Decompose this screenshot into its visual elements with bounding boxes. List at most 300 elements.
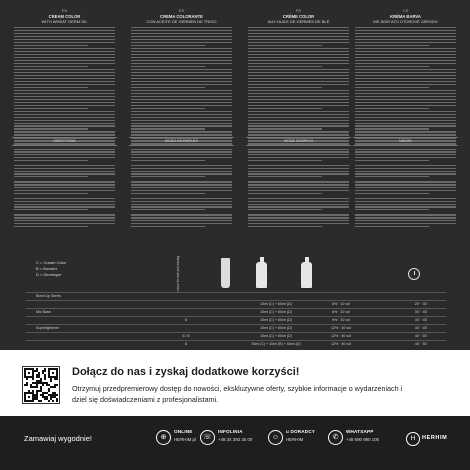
table-cell-time: 20' · 30' <box>414 302 428 306</box>
body-text-line <box>131 36 232 37</box>
body-text-line <box>14 131 115 132</box>
table-cell-dev: 12% · 40 vol <box>331 334 351 338</box>
body-text-line <box>131 134 232 135</box>
body-text-line <box>355 206 456 207</box>
body-text-line <box>355 42 456 43</box>
body-text-line <box>131 51 232 52</box>
body-text-line <box>14 66 88 67</box>
body-text-line <box>355 217 456 218</box>
body-text-line <box>131 120 232 121</box>
body-text-line <box>131 160 205 161</box>
body-text-line <box>131 33 232 34</box>
body-text-line <box>248 125 349 126</box>
column-cs <box>353 8 458 128</box>
body-text-line <box>355 48 456 49</box>
body-text-line <box>248 120 349 121</box>
body-text-line <box>131 87 205 88</box>
body-text-line <box>355 149 456 150</box>
body-text-line <box>131 72 232 73</box>
body-text-line <box>355 190 456 191</box>
body-text-line <box>248 173 349 174</box>
body-text-line <box>248 209 322 210</box>
body-text-line <box>131 226 205 227</box>
body-text-line <box>248 108 322 109</box>
body-text-line <box>355 27 456 28</box>
body-text-line <box>14 125 115 126</box>
body-text-line <box>355 171 456 172</box>
body-text-line <box>131 128 205 129</box>
body-text-line <box>355 165 456 166</box>
body-text-line <box>14 36 115 37</box>
body-text-line <box>14 168 115 169</box>
body-text-line <box>131 60 232 61</box>
body-text-line <box>14 45 88 46</box>
body-text-line <box>14 226 88 227</box>
body-paragraph <box>246 149 351 161</box>
body-text-line <box>14 154 115 155</box>
product-illustrations <box>201 254 331 290</box>
body-text-line <box>248 134 349 135</box>
body-text-line <box>131 48 232 49</box>
body-text-line <box>14 105 115 106</box>
phone-icon: ☏ <box>200 430 215 445</box>
body-text-line <box>14 149 115 150</box>
body-text-line <box>248 187 349 188</box>
body-text-line <box>355 30 456 31</box>
body-text-line <box>248 214 349 215</box>
body-text-line <box>14 108 88 109</box>
body-text-line <box>14 42 115 43</box>
body-text-line <box>131 78 232 79</box>
body-text-line <box>355 75 456 76</box>
body-text-line <box>14 193 88 194</box>
body-text-line <box>131 54 232 55</box>
body-text-line <box>248 63 349 64</box>
column-fr <box>246 8 351 128</box>
body-text-line <box>248 123 349 124</box>
body-text-line <box>248 223 349 224</box>
body-text-line <box>248 198 349 199</box>
body-text-line <box>355 154 456 155</box>
body-text-line <box>355 131 456 132</box>
body-text-line <box>248 66 322 67</box>
directions-text <box>12 147 117 237</box>
table-row <box>26 316 446 324</box>
globe-icon: ⊕ <box>156 430 171 445</box>
body-text-line <box>14 30 115 31</box>
body-text-line <box>355 223 456 224</box>
body-text-line <box>248 105 349 106</box>
body-text-line <box>14 151 115 152</box>
body-text-line <box>131 102 232 103</box>
body-text-line <box>14 75 115 76</box>
body-text-line <box>14 57 115 58</box>
body-text-line <box>14 39 115 40</box>
body-text-line <box>355 160 429 161</box>
body-text-line <box>14 33 115 34</box>
column-subtitle: WITH WHEAT GERM OIL <box>41 19 88 24</box>
body-text-line <box>14 160 88 161</box>
body-text-line <box>355 93 456 94</box>
body-text-line <box>131 168 232 169</box>
body-text-line <box>355 120 456 121</box>
body-text-line <box>14 214 115 215</box>
body-text-line <box>355 125 456 126</box>
body-text-line <box>131 42 232 43</box>
legend-item: D = Developer <box>36 272 62 277</box>
body-text-line <box>131 220 232 221</box>
body-text-line <box>14 134 115 135</box>
table-cell-mix: 10ml (C) + 60ml (D) <box>260 302 292 306</box>
clock-icon <box>408 268 420 280</box>
mixing-table <box>26 252 446 348</box>
body-text-line <box>355 187 456 188</box>
body-paragraph <box>129 181 234 193</box>
footer-label: WHATSAPP <box>346 429 374 434</box>
body-text-line <box>248 184 349 185</box>
section-header: NÁVOD <box>353 137 458 146</box>
body-text-line <box>248 45 322 46</box>
body-text-line <box>355 184 456 185</box>
body-text-line <box>131 108 205 109</box>
body-text-line <box>131 184 232 185</box>
table-row <box>26 300 446 308</box>
body-text-line <box>355 87 429 88</box>
body-text-line <box>355 214 456 215</box>
body-text-line <box>14 206 115 207</box>
body-text-line <box>14 90 115 91</box>
body-text-line <box>248 193 322 194</box>
body-text-line <box>14 72 115 73</box>
body-text-line <box>248 102 349 103</box>
table-cell-mix: 10ml (C) + 60ml (D) <box>260 310 292 314</box>
body-text-line <box>248 114 349 115</box>
body-text-line <box>248 72 349 73</box>
table-row <box>26 332 446 340</box>
body-text-line <box>131 193 205 194</box>
section-header: MODE D'EMPLOI <box>246 137 351 146</box>
body-paragraph <box>129 165 234 177</box>
body-text-line <box>248 81 349 82</box>
body-text-line <box>14 120 115 121</box>
body-paragraph <box>246 214 351 226</box>
column-title: CRÈME COLOR <box>282 14 315 19</box>
body-text-line <box>248 93 349 94</box>
body-text-line <box>14 63 115 64</box>
body-text-line <box>248 51 349 52</box>
body-text-line <box>355 96 456 97</box>
legend-item: C = Cream Color <box>36 260 67 265</box>
body-text-line <box>14 181 115 182</box>
body-text-line <box>131 214 232 215</box>
body-text-line <box>14 51 115 52</box>
body-text-line <box>131 181 232 182</box>
footer-value: HERHIM.pl <box>174 437 196 442</box>
body-text-line <box>131 151 232 152</box>
body-text-line <box>131 90 232 91</box>
body-text-line <box>355 78 456 79</box>
body-text-line <box>248 201 349 202</box>
body-text-line <box>131 84 232 85</box>
legend-item: B = Booster <box>36 266 58 271</box>
body-text-line <box>131 187 232 188</box>
body-text-line <box>131 154 232 155</box>
body-paragraph <box>12 214 117 226</box>
body-text-line <box>248 171 349 172</box>
body-text-line <box>248 131 349 132</box>
body-text-line <box>131 123 232 124</box>
footer-bar <box>0 416 470 470</box>
body-text-line <box>248 168 349 169</box>
column-lang: FR <box>295 8 302 13</box>
body-text-line <box>131 69 232 70</box>
body-text-line <box>355 57 456 58</box>
body-text-line <box>248 165 349 166</box>
body-paragraph <box>129 198 234 210</box>
footer-label: INFOLINIA <box>218 429 243 434</box>
body-text-line <box>355 81 456 82</box>
body-text-line <box>355 51 456 52</box>
table-cell-dev: 6% · 10 vol <box>332 302 350 306</box>
body-paragraph <box>246 198 351 210</box>
body-text-line <box>248 27 349 28</box>
body-text-line <box>14 190 115 191</box>
body-text-line <box>14 78 115 79</box>
body-paragraph <box>353 181 458 193</box>
table-cell-name: Superlightener <box>36 326 60 330</box>
body-text-line <box>248 190 349 191</box>
body-text-line <box>14 111 115 112</box>
table-row <box>26 324 446 332</box>
table-cell-dev: 6% · 20 vol <box>332 310 350 314</box>
body-text-line <box>248 111 349 112</box>
body-text-line <box>248 226 322 227</box>
body-text-line <box>355 60 456 61</box>
body-paragraph <box>246 165 351 177</box>
body-text-line <box>14 184 115 185</box>
body-paragraph <box>353 198 458 210</box>
body-text-line <box>14 87 88 88</box>
body-text-line <box>131 198 232 199</box>
body-text-line <box>14 48 115 49</box>
body-text-line <box>131 63 232 64</box>
column-title: CREMA COLORANTE <box>160 14 203 19</box>
body-text-line <box>248 217 349 218</box>
legend-booster: Booster <box>43 266 58 271</box>
body-text-line <box>355 102 456 103</box>
body-text-line <box>355 168 456 169</box>
brand-name: HERHIM <box>422 435 448 441</box>
brand-mark-icon: H <box>406 432 420 446</box>
table-cell-time: 30' · 45' <box>414 318 428 322</box>
body-text-line <box>14 102 115 103</box>
body-text-line <box>355 181 456 182</box>
body-text-line <box>14 204 115 205</box>
table-cell-name: Mix Base <box>36 310 51 314</box>
body-paragraph <box>353 149 458 161</box>
body-text-line <box>14 54 115 55</box>
body-text-line <box>131 171 232 172</box>
column-lang: ES <box>178 8 185 13</box>
body-text-line <box>131 176 205 177</box>
body-text-line <box>355 99 456 100</box>
body-text-line <box>248 36 349 37</box>
body-text-line <box>248 30 349 31</box>
table-rows <box>26 292 446 348</box>
body-text-line <box>355 72 456 73</box>
table-row <box>26 340 446 348</box>
body-text-line <box>131 105 232 106</box>
body-text-line <box>248 149 349 150</box>
body-text-line <box>248 84 349 85</box>
body-text-line <box>355 220 456 221</box>
directions-text <box>353 147 458 237</box>
body-text-line <box>355 114 456 115</box>
body-paragraph <box>353 214 458 226</box>
body-text-line <box>14 187 115 188</box>
column-es <box>129 8 234 128</box>
body-text-line <box>355 36 456 37</box>
body-text-line <box>355 173 456 174</box>
body-text-line <box>14 198 115 199</box>
legend-cream-color: Cream Color <box>43 260 67 265</box>
body-text-line <box>131 57 232 58</box>
body-text-line <box>14 96 115 97</box>
body-text-line <box>131 96 232 97</box>
body-text-line <box>248 48 349 49</box>
table-row <box>26 308 446 316</box>
footer-label: ONLINE <box>174 429 193 434</box>
column-subtitle: CON ACEITE DE GERMEN DE TRIGO <box>146 19 217 24</box>
body-text-line <box>355 193 429 194</box>
column-body-text <box>12 27 117 123</box>
body-text-line <box>131 39 232 40</box>
body-text-line <box>14 60 115 61</box>
table-cell-time: 45' · 50' <box>414 342 428 346</box>
body-text-line <box>131 99 232 100</box>
body-text-line <box>14 165 115 166</box>
table-legend <box>36 260 66 278</box>
table-cell-time: 40' · 50' <box>414 334 428 338</box>
body-text-line <box>248 60 349 61</box>
body-text-line <box>248 87 322 88</box>
body-paragraph <box>12 149 117 161</box>
body-text-line <box>355 105 456 106</box>
body-text-line <box>131 27 232 28</box>
body-text-line <box>14 173 115 174</box>
body-text-line <box>355 198 456 199</box>
body-text-line <box>14 84 115 85</box>
body-text-line <box>131 131 232 132</box>
footer-value: HERHIM <box>286 437 304 442</box>
body-text-line <box>248 181 349 182</box>
body-text-line <box>355 204 456 205</box>
body-text-line <box>248 54 349 55</box>
column-body-text <box>353 27 458 123</box>
legend-developer: Developer <box>43 272 62 277</box>
body-text-line <box>248 69 349 70</box>
table-cell-level: 8 <box>185 342 187 346</box>
table-cell-level: 6 / 8 <box>182 334 190 338</box>
body-text-line <box>248 157 349 158</box>
body-text-line <box>14 157 115 158</box>
body-paragraph <box>12 198 117 210</box>
booster-bottle-icon <box>256 262 267 288</box>
body-text-line <box>14 217 115 218</box>
body-text-line <box>355 209 429 210</box>
column-subtitle: ME ÁGIE ATO OTOROVÉ ZÁRODV <box>373 19 438 24</box>
body-text-line <box>131 75 232 76</box>
footer-value: +48 34 393 35 00 <box>218 437 253 442</box>
body-text-line <box>14 69 115 70</box>
body-text-line <box>355 117 456 118</box>
body-text-line <box>355 84 456 85</box>
body-text-line <box>355 226 429 227</box>
table-cell-time: 30' · 45' <box>414 326 428 330</box>
body-text-line <box>355 123 456 124</box>
body-paragraph <box>129 149 234 161</box>
table-cell-level: 6 <box>185 318 187 322</box>
body-text-line <box>14 117 115 118</box>
body-text-line <box>355 151 456 152</box>
body-text-line <box>355 69 456 70</box>
tube-icon <box>221 258 230 288</box>
body-text-line <box>14 223 115 224</box>
promo-title: Dołącz do nas i zyskaj dodatkowe korzyści! <box>72 366 300 378</box>
body-paragraph <box>129 214 234 226</box>
table-cell-dev: 12% · 40 vol <box>331 326 351 330</box>
body-text-line <box>355 66 429 67</box>
body-text-line <box>355 134 456 135</box>
body-text-line <box>131 114 232 115</box>
body-text-line <box>248 42 349 43</box>
table-cell-name: Bond Up Series <box>36 294 62 298</box>
table-cell-dev: 12% · 40 vol <box>331 342 351 346</box>
table-cell-mix: 10ml (C) + 60ml (D) <box>260 318 292 322</box>
table-cell-time: 30' · 45' <box>414 310 428 314</box>
column-title: KRÉMA BARVA <box>390 14 421 19</box>
body-text-line <box>248 160 322 161</box>
body-text-line <box>14 123 115 124</box>
qr-code[interactable] <box>22 366 60 404</box>
body-text-line <box>131 45 205 46</box>
body-text-line <box>248 90 349 91</box>
column-en <box>12 8 117 128</box>
body-paragraph <box>12 165 117 177</box>
body-text-line <box>131 66 205 67</box>
section-header: DIRECTIONS <box>12 137 117 146</box>
body-text-line <box>355 128 429 129</box>
body-text-line <box>355 45 429 46</box>
column-subtitle: AUX HUILE DE GERMES DE BLÉ <box>267 19 330 24</box>
body-text-line <box>248 220 349 221</box>
directions-text <box>129 147 234 237</box>
table-cell-mix: 30ml (C) + 10ml (B) + 60ml (D) <box>251 342 301 346</box>
whatsapp-icon: ✆ <box>328 430 343 445</box>
body-text-line <box>131 209 205 210</box>
section-header: MODO DE EMPLEO <box>129 137 234 146</box>
footer-value: +48 690 990 100 <box>346 437 380 442</box>
table-cell-dev: 9% · 30 vol <box>332 318 350 322</box>
body-text-line <box>131 117 232 118</box>
column-body-text <box>129 27 234 123</box>
table-row <box>26 292 446 300</box>
body-text-line <box>248 75 349 76</box>
body-text-line <box>14 171 115 172</box>
body-text-line <box>131 217 232 218</box>
body-text-line <box>131 149 232 150</box>
body-text-line <box>355 90 456 91</box>
